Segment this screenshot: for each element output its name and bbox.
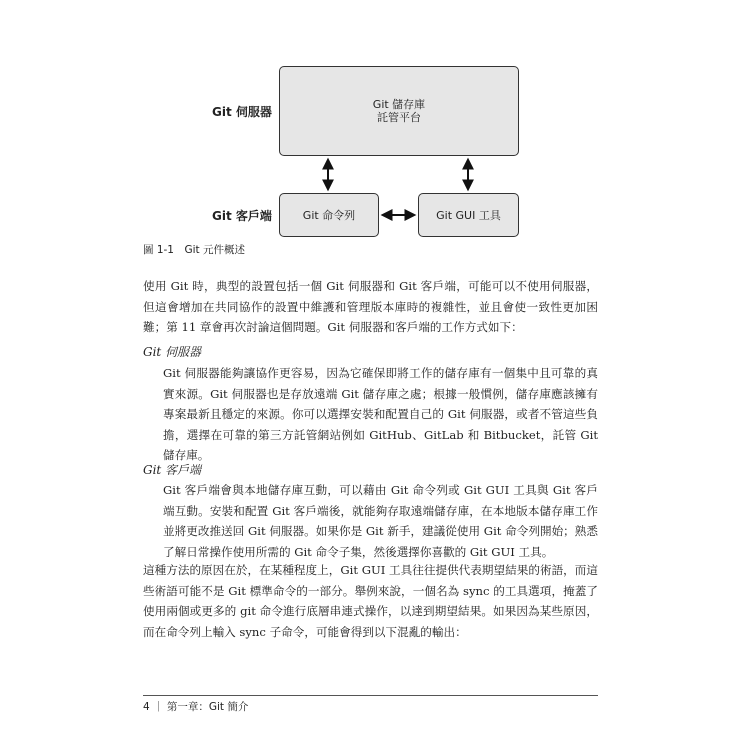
server-description: Git 伺服器能夠讓協作更容易，因為它確保即將工作的儲存庫有一個集中且可靠的真實來源。Git 伺服器也是存放遠端 Git 儲存庫之處；根據一般慣例，儲存庫應該擁有專案最新且穩定的來源。你可以選擇安裝和配置自己的 Git 伺服器，或者不管這些負擔，選擇在可靠的第三方託管網站例如 GitHub、GitLab 和 Bitbucket，託管 Git 儲存庫。 <box>163 366 598 462</box>
gui-tool-box: Git GUI 工具 <box>418 193 519 237</box>
client-label: Git 客戶端 <box>212 209 272 223</box>
client-term: Git 客戶端 <box>143 463 202 477</box>
server-term: Git 伺服器 <box>143 345 202 359</box>
client-description: Git 客戶端會與本地儲存庫互動，可以藉由 Git 命令列或 Git GUI 工具與 Git 客戶端互動。安裝和配置 Git 客戶端後，就能夠存取遠端儲存庫，在本地版本儲存庫工作並將更改推送回 Git 伺服器。如果你是 Git 新手，建議從使用 Git 命令列開始；熟悉了解日常操作使用所需的 Git 命令子集，然後選擇你喜歡的 Git GUI 工具。 <box>163 483 598 559</box>
server-label: Git 伺服器 <box>212 105 272 119</box>
hosting-box-line-1: Git 儲存庫 <box>372 98 426 111</box>
hosting-box-line-2: 託管平台 <box>377 111 421 124</box>
figure-caption: 圖 1-1 Git 元件概述 <box>143 244 245 256</box>
footer-divider <box>143 695 598 696</box>
hosting-platform-box <box>279 66 519 156</box>
page-footer: 4 ｜ 第一章：Git 簡介 <box>143 701 249 713</box>
git-components-diagram <box>0 0 750 270</box>
closing-paragraph: 這種方法的原因在於，在某種程度上，Git GUI 工具往往提供代表期望結果的術語，而這些術語可能不是 Git 標準命令的一部分。舉例來說，一個名為 sync 的工具選項，掩蓋了使用兩個或更多的 git 命令進行底層串連式操作，以達到期望結果。如果因為某些原因，而在命令列上輸入 sync 子命令，可能會得到以下混亂的輸出： <box>143 563 598 639</box>
cli-box: Git 命令列 <box>279 193 379 237</box>
intro-paragraph: 使用 Git 時，典型的設置包括一個 Git 伺服器和 Git 客戶端，可能可以不使用伺服器，但這會增加在共同協作的設置中維護和管理版本庫時的複雜性，並且會使一致性更加困難；第 11 章會再次討論這個問題。Git 伺服器和客戶端的工作方式如下： <box>143 279 598 334</box>
